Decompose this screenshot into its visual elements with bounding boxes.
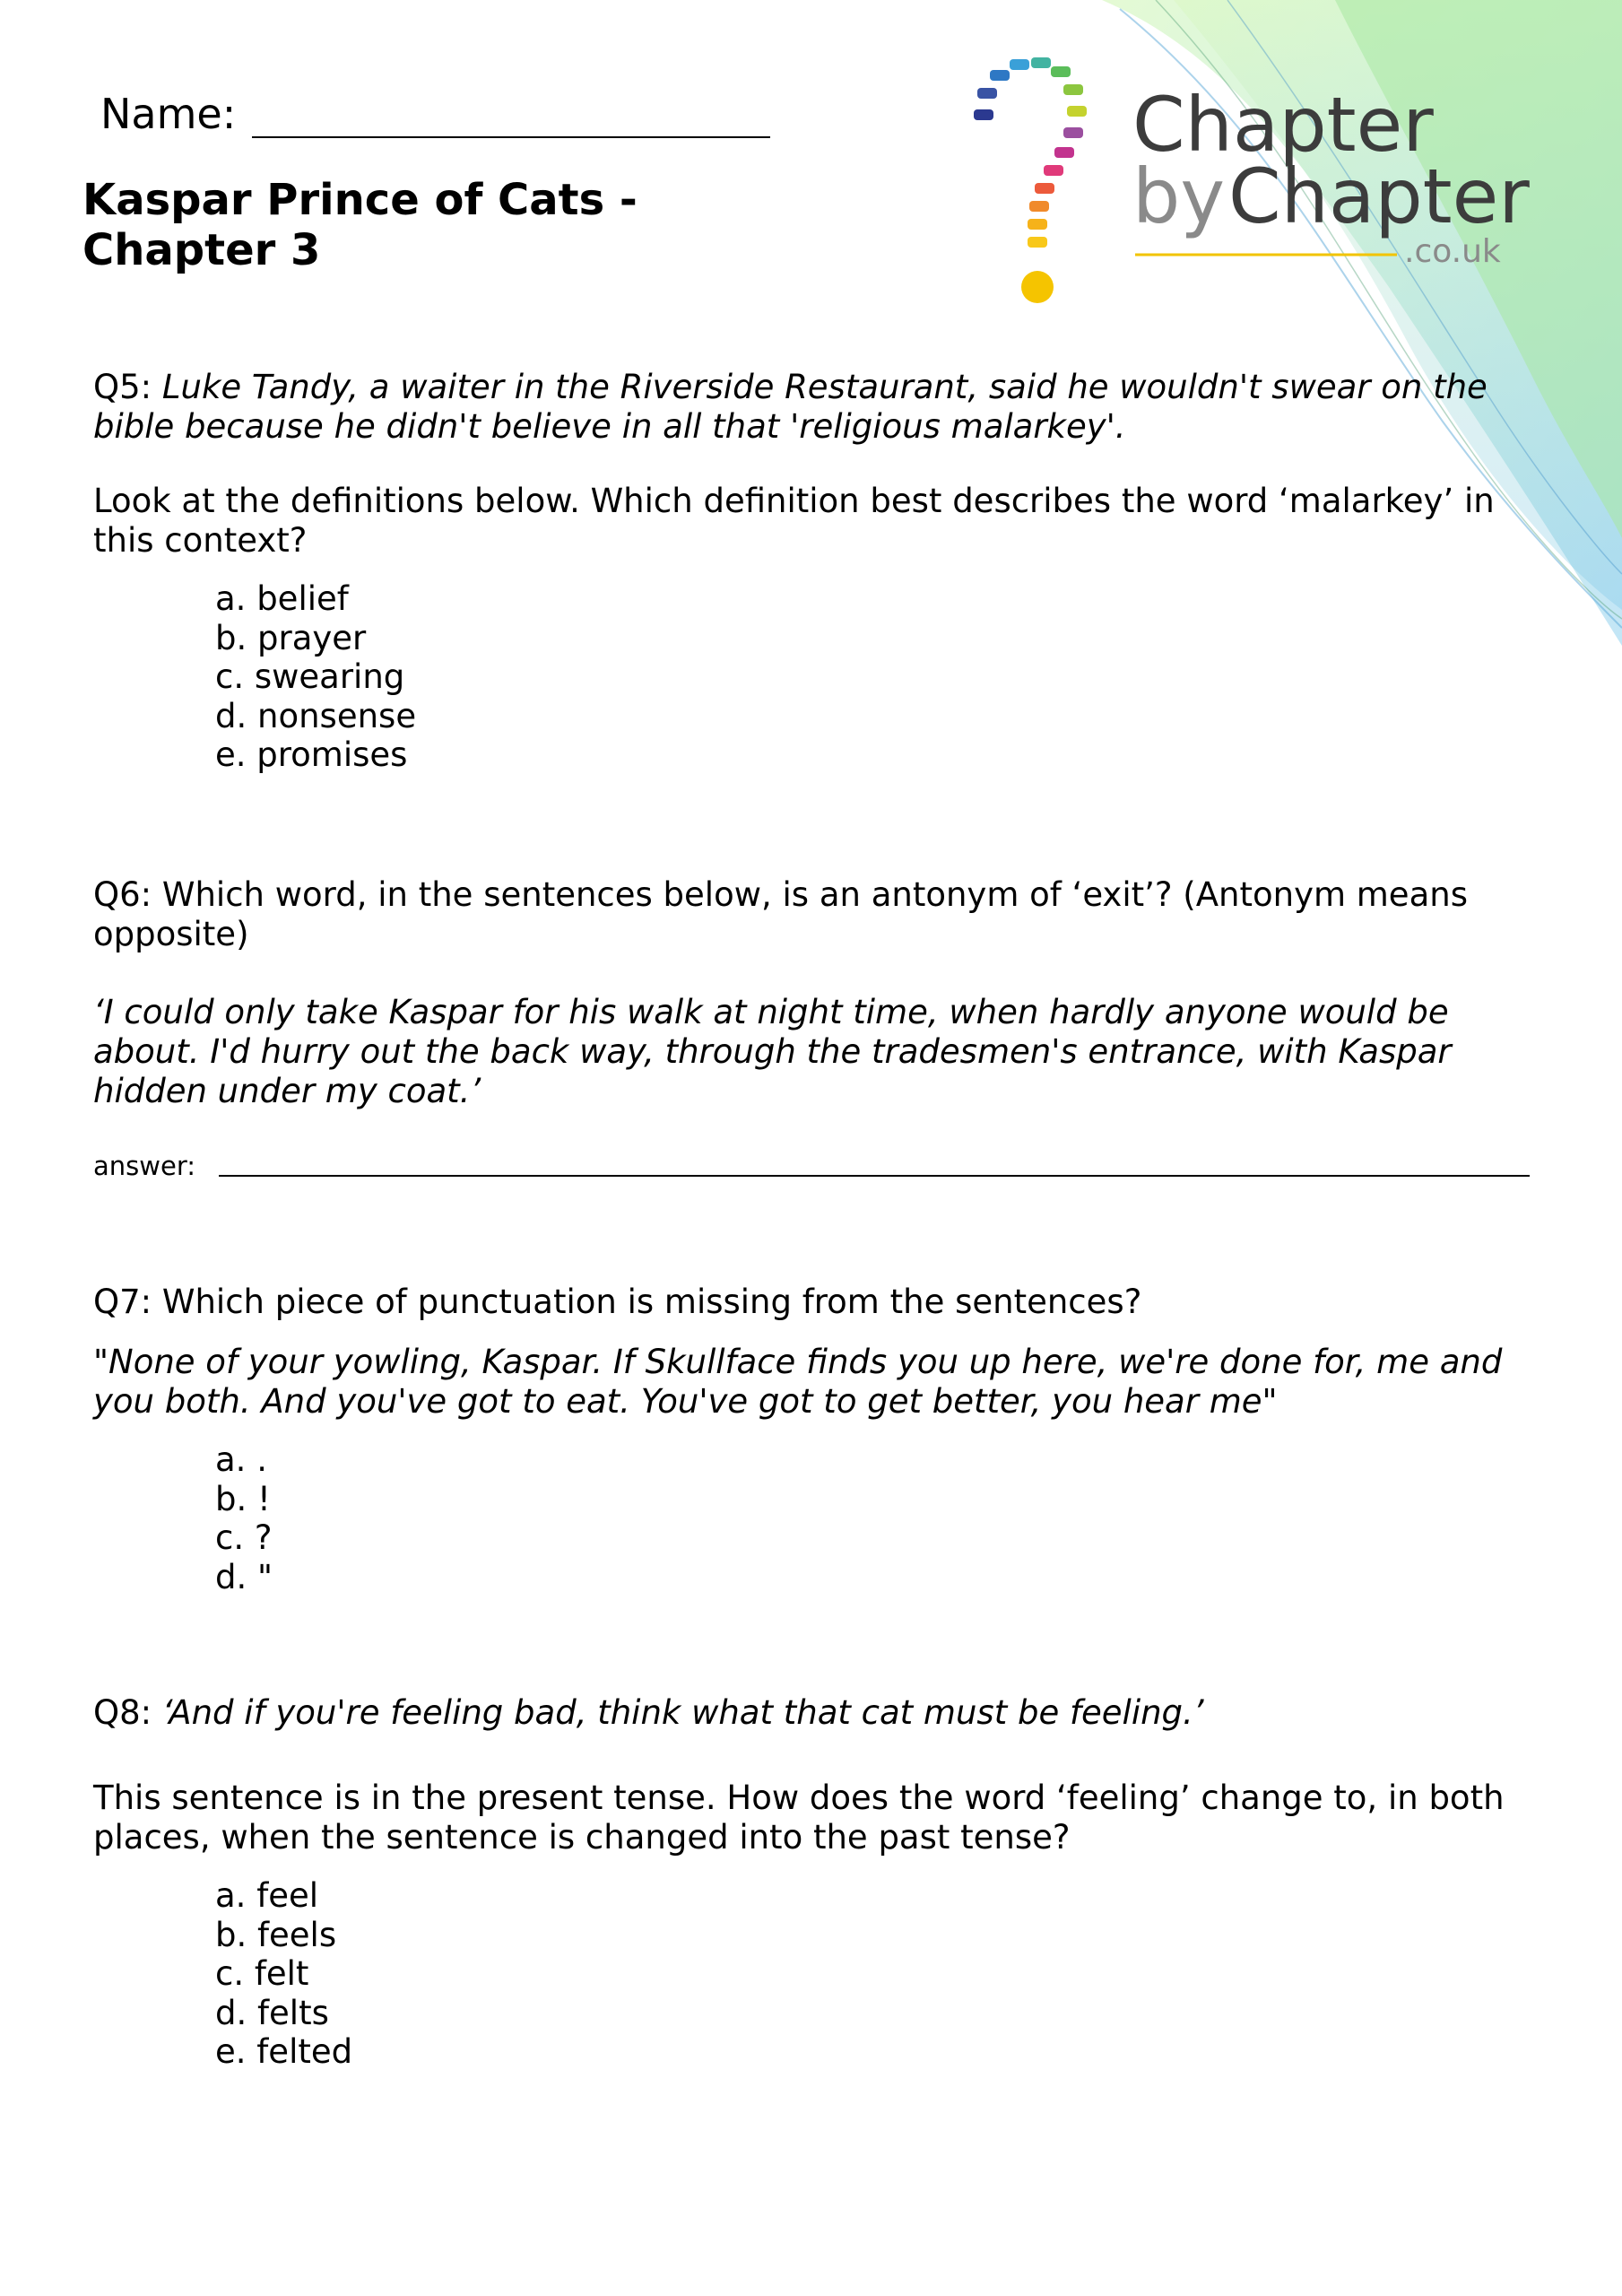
option[interactable]: a. feel <box>215 1876 319 1915</box>
chapter-by-chapter-logo <box>967 52 1549 312</box>
option[interactable]: e. promises <box>215 735 408 774</box>
q5-options <box>215 579 416 775</box>
option[interactable]: c. ? <box>215 1518 273 1557</box>
q8-prompt: This sentence is in the present tense. How does the word ‘feeling’ change to, in both places, when the sentence is changed into the past tense? <box>93 1779 1505 1857</box>
option[interactable]: c. swearing <box>215 657 405 696</box>
q8-question: Q8: ‘And if you're feeling bad, think what that cat must be feeling.’ <box>93 1693 1204 1732</box>
logo-text-domain: .co.uk <box>1404 233 1501 270</box>
q7-quote: "None of your yowling, Kaspar. If Skullface finds you up here, we're done for, me and you both. And you've got to eat. You've got to get better, you hear me" <box>93 1343 1503 1421</box>
q7-options <box>215 1440 273 1596</box>
option[interactable]: d. felts <box>215 1993 329 2032</box>
q7-question: Q7: Which piece of punctuation is missing from the sentences? <box>93 1283 1142 1321</box>
option[interactable]: d. nonsense <box>215 696 417 735</box>
logo-text-chapter: Chapter <box>1132 81 1434 169</box>
q5-question: Q5: Luke Tandy, a waiter in the Riverside Restaurant, said he wouldn't swear on the bible because he didn't believe in all that 'religious malarkey'. <box>93 368 1488 446</box>
name-field-line[interactable] <box>252 136 770 138</box>
option[interactable]: a. belief <box>215 579 349 618</box>
worksheet-title: Kaspar Prince of Cats - Chapter 3 <box>82 175 638 275</box>
option[interactable]: b. prayer <box>215 618 367 657</box>
q6-question: Q6: Which word, in the sentences below, is an antonym of ‘exit’? (Antonym means opposite) <box>93 875 1468 953</box>
answer-field-line[interactable] <box>219 1175 1530 1177</box>
book-arc-icon <box>974 57 1087 303</box>
q6-quote: ‘I could only take Kaspar for his walk at night time, when hardly anyone would be about. I'd hurry out the back way, through the tradesmen's entrance, with Kaspar hidden under my coat.’ <box>93 993 1452 1110</box>
logo-text-chapter-2: Chapter <box>1228 152 1530 240</box>
option[interactable]: d. " <box>215 1557 273 1596</box>
option[interactable]: c. felt <box>215 1954 309 1993</box>
option[interactable]: a. . <box>215 1440 267 1479</box>
name-label: Name: <box>100 90 237 138</box>
option[interactable]: e. felted <box>215 2032 353 2071</box>
option[interactable]: b. ! <box>215 1479 271 1518</box>
option[interactable]: b. feels <box>215 1915 337 1954</box>
q5-prompt: Look at the definitions below. Which definition best describes the word ‘malarkey’ in this context? <box>93 482 1495 560</box>
answer-label: answer: <box>93 1151 196 1181</box>
q8-options <box>215 1876 352 2072</box>
logo-text-by: by <box>1132 152 1226 240</box>
